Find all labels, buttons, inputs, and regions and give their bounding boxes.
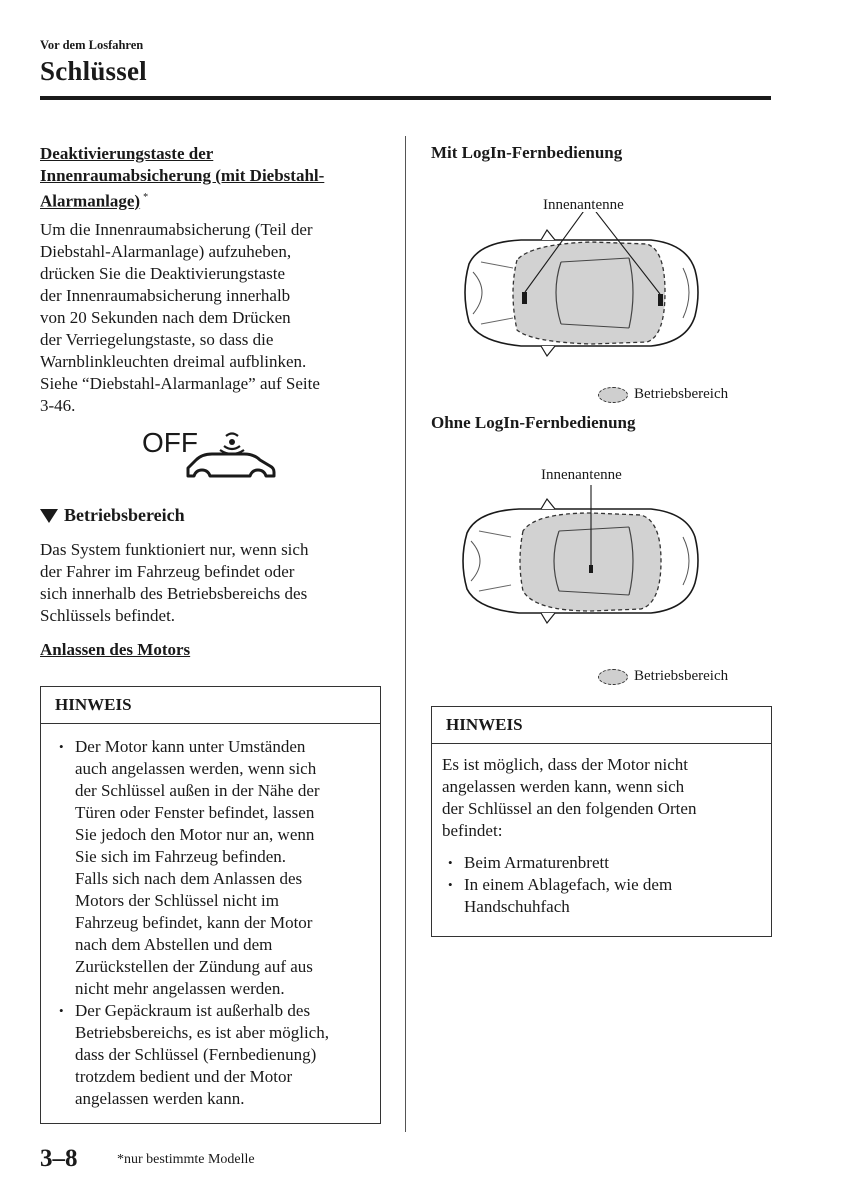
legend-without-login: Betriebsbereich (598, 668, 728, 685)
title-rule (40, 96, 771, 100)
page-number: 3–8 (40, 1145, 78, 1172)
antenna-label: Innenantenne (543, 197, 624, 213)
list-item: • Der Motor kann unter Umständen auch angelassen werden, wenn sich der Schlüssel außen in der Nähe der Türen oder Fenster befindet, lassen Sie jedoch den Motor nur an, wenn Sie sich im Fahrzeug befinden. Falls sich nach dem Anlassen des Motors der Schlüssel nicht im Fahrzeug befindet, kann der Motor nach dem Abstellen und dem Zurückstellen der Zündung auf aus nicht mehr angelassen werden. (57, 736, 370, 1000)
note-title: HINWEIS (41, 687, 380, 724)
antenna-label: Innenantenne (541, 467, 622, 483)
column-divider (405, 136, 406, 1132)
left-intro (40, 143, 385, 417)
ohne-login-heading: Ohne LogIn-Fernbedienung (431, 413, 636, 432)
list-item: • In einem Ablagefach, wie dem Handschuhfach (446, 874, 761, 918)
mit-login-heading: Mit LogIn-Fernbedienung (431, 143, 623, 162)
footnote: *nur bestimmte Modelle (117, 1152, 255, 1167)
car-diagram-with-login (451, 212, 703, 372)
list-item: • Beim Armaturenbrett (446, 852, 761, 874)
page-title: Schlüssel (40, 56, 147, 86)
note-bullets (41, 724, 380, 1110)
intrusion-off-switch-icon (140, 422, 280, 482)
betriebsbereich-heading: Betriebsbereich (40, 505, 185, 526)
off-label: OFF (142, 427, 198, 458)
dashed-oval-icon (598, 669, 628, 685)
note-title: HINWEIS (432, 707, 771, 744)
triangle-down-icon (40, 509, 58, 523)
section-label: Vor dem Losfahren (40, 38, 144, 52)
note-bullets (432, 842, 771, 918)
note-body: Es ist möglich, dass der Motor nicht angelassen werden kann, wenn sich der Schlüssel an den folgenden Orten befindet: (442, 755, 697, 840)
note-box-left (40, 686, 381, 1124)
note-box-right (431, 706, 772, 937)
deactivation-subheading: Deaktivierungstaste der Innenraumabsicherung (mit Diebstahl- Alarmanlage) * (40, 144, 325, 211)
intro-paragraph: Um die Innenraumabsicherung (Teil der Diebstahl-Alarmanlage) aufzuheben, drücken Sie die Deaktivierungstaste der Innenraumabsicherung innerhalb von 20 Sekunden nach dem Drücken der Verriegelungstaste, so dass die Warnblinkleuchten dreimal aufblinken. Siehe “Diebstahl-Alarmanlage” auf Seite 3-46. (40, 219, 320, 415)
model-marker: * (143, 192, 149, 203)
car-diagram-without-login (451, 485, 703, 635)
list-item: • Der Gepäckraum ist außerhalb des Betriebsbereichs, es ist aber möglich, dass der Schlüssel (Fernbedienung) trotzdem bedient und der Motor angelassen werden kann. (57, 1000, 370, 1110)
anlassen-heading: Anlassen des Motors (40, 640, 191, 659)
dashed-oval-icon (598, 387, 628, 403)
betriebsbereich-paragraph: Das System funktioniert nur, wenn sich der Fahrer im Fahrzeug befindet oder sich innerhalb des Betriebsbereichs des Schlüssels befindet. (40, 540, 309, 625)
legend-with-login: Betriebsbereich (598, 386, 728, 403)
